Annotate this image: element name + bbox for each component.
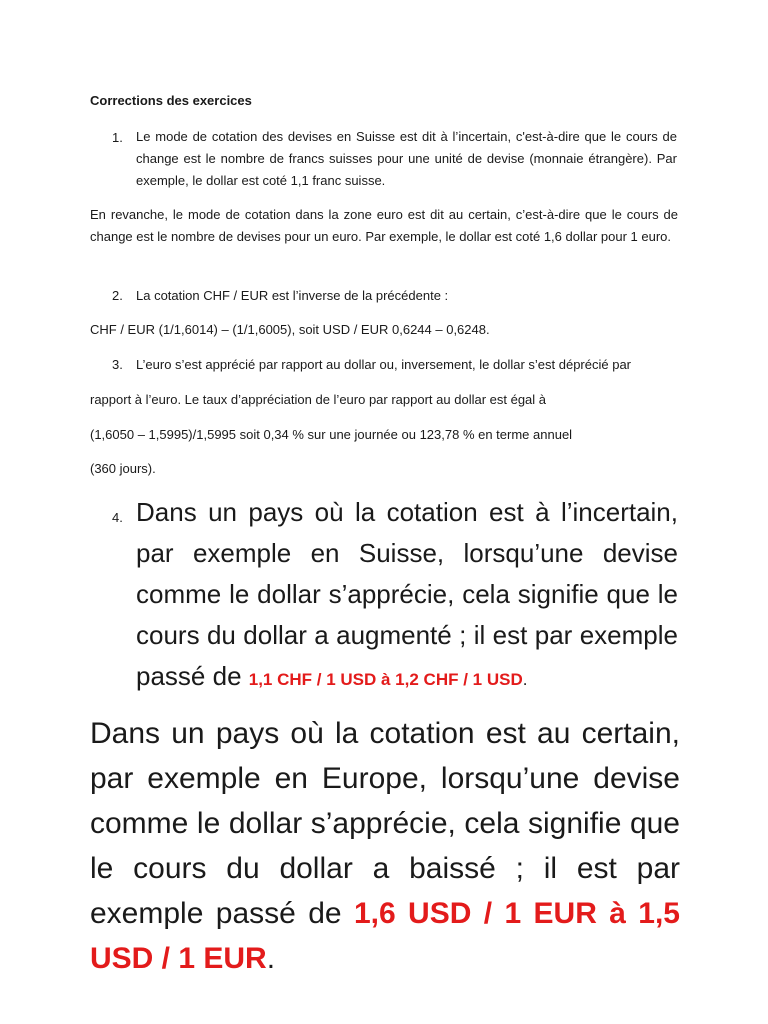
line-calcul: (1,6050 – 1,5995)/1,5995 soit 0,34 % sur une journée ou 123,78 % en terme annuel xyxy=(90,427,573,442)
paragraph-certain-highlight: 1,6 USD / 1 EUR à 1,5 USD / 1 EUR xyxy=(90,897,680,975)
line-rapport: rapport à l’euro. Le taux d’appréciation de l’euro par rapport au dollar est égal à xyxy=(90,392,547,407)
item-4-end: . xyxy=(522,670,528,689)
paragraph-revanche: En revanche, le mode de cotation dans la zone euro est dit au certain, c’est-à-dire que le cours de change est le nombre de devises pour un euro. Par exemple, le dollar est coté 1,6 dollar pour 1 euro. xyxy=(90,207,678,244)
line-jours: (360 jours). xyxy=(90,461,156,476)
item-2-text: La cotation CHF / EUR est l’inverse de la précédente : xyxy=(136,288,449,303)
item-3-number: 3. xyxy=(112,357,123,372)
paragraph-certain xyxy=(90,711,680,981)
line-chf-eur: CHF / EUR (1/1,6014) – (1/1,6005), soit USD / EUR 0,6244 – 0,6248. xyxy=(90,322,490,337)
item-4-highlight: 1,1 CHF / 1 USD à 1,2 CHF / 1 USD xyxy=(248,670,523,689)
paragraph-certain-end: . xyxy=(266,942,276,975)
item-1-number: 1. xyxy=(112,130,123,145)
item-1-text: Le mode de cotation des devises en Suisse est dit à l’incertain, c'est-à-dire que le cours de change est le nombre de francs suisses pour une unité de devise (monnaie étrangère). Par exemple, le dollar est coté 1,1 franc suisse. xyxy=(136,129,677,188)
paragraph-certain-text: Dans un pays où la cotation est au certain, par exemple en Europe, lorsqu’une devise comme le dollar s’apprécie, cela signifie que le cours du dollar a baissé ; il est par exemple passé de xyxy=(90,717,680,930)
item-4-text: Dans un pays où la cotation est à l’incertain, par exemple en Suisse, lorsqu’une devise comme le dollar s’apprécie, cela signifie que le cours du dollar a augmenté ; il est par exemple passé de xyxy=(136,497,678,691)
item-4-paragraph xyxy=(136,492,678,700)
item-4-number: 4. xyxy=(112,510,123,525)
item-2-number: 2. xyxy=(112,288,123,303)
page-title: Corrections des exercices xyxy=(90,93,252,108)
item-3-text: L’euro s’est apprécié par rapport au dollar ou, inversement, le dollar s’est déprécié par xyxy=(136,357,631,372)
